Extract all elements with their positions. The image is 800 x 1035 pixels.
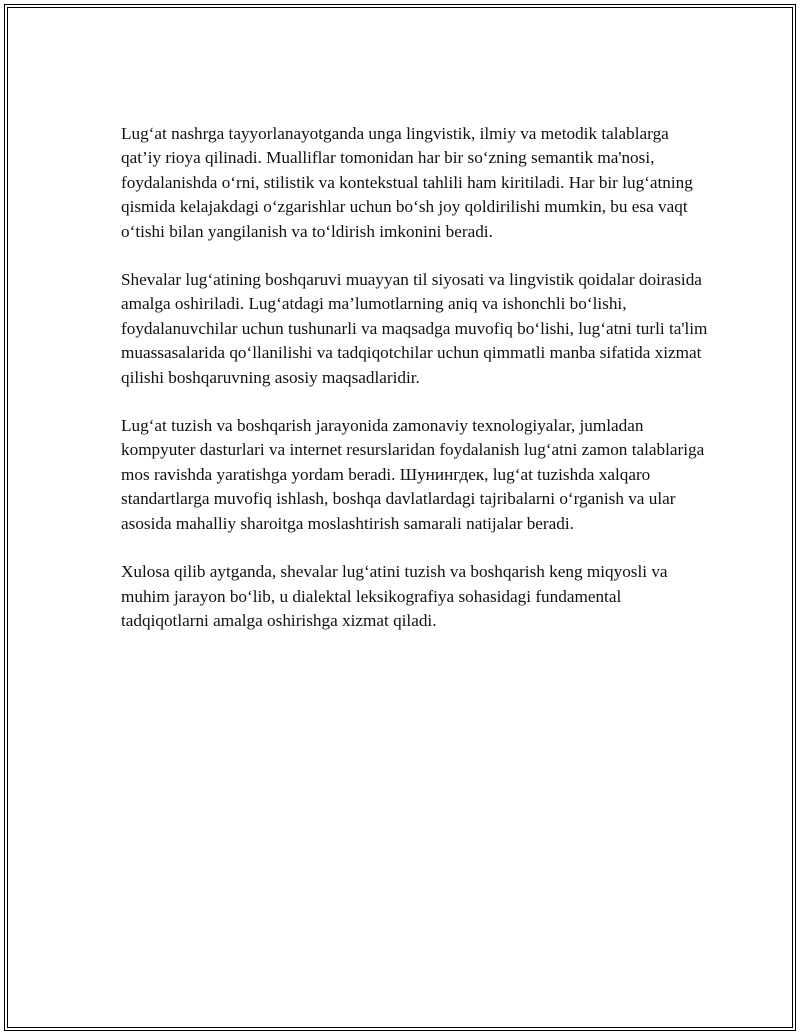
page-border: [4, 4, 796, 1031]
paragraph-4: Xulosa qilib aytganda, shevalar lug‘atini tuzish va boshqarish keng miqyosli va muhim jarayon bo‘lib, u dialektal leksikografiya sohasidagi fundamental tadqiqotlarni amalga oshirishga xizmat qiladi.: [121, 562, 668, 630]
paragraph-2: Shevalar lug‘atining boshqaruvi muayyan til siyosati va lingvistik qoidalar doirasida amalga oshiriladi. Lug‘atdagi ma’lumotlarning aniq va ishonchli bo‘lishi, foydalanuvchilar uchun tushunarli va maqsadga muvofiq bo‘lishi, lug‘atni turli ta'lim muassasalarida qo‘llanilishi va tadqiqotchilar uchun qimmatli manba sifatida xizmat qilishi boshqaruvning asosiy maqsadlaridir.: [121, 270, 708, 387]
paragraph-1: Lug‘at nashrga tayyorlanayotganda unga lingvistik, ilmiy va metodik talablarga qat’iy rioya qilinadi. Mualliflar tomonidan har bir so‘zning semantik ma'nosi, foydalanishda o‘rni, stilistik va kontekstual tahlili ham kiritiladi. Har bir lug‘atning qismida kelajakdagi o‘zgarishlar uchun bo‘sh joy qoldirilishi mumkin, bu esa vaqt o‘tishi bilan yangilanish va to‘ldirish imkonini beradi.: [121, 124, 693, 241]
paragraph-3: Lug‘at tuzish va boshqarish jarayonida zamonaviy texnologiyalar, jumladan kompyuter dasturlari va internet resurslaridan foydalanish lug‘atni zamon talablariga mos ravishda yaratishga yordam beradi. Шунингдек, lug‘at tuzishda xalqaro standartlarga muvofiq ishlash, boshqa davlatlardagi tajribalarni o‘rganish va ular asosida mahalliy sharoitga moslashtirish samarali natijalar beradi.: [121, 416, 705, 533]
document-body: [121, 122, 711, 657]
